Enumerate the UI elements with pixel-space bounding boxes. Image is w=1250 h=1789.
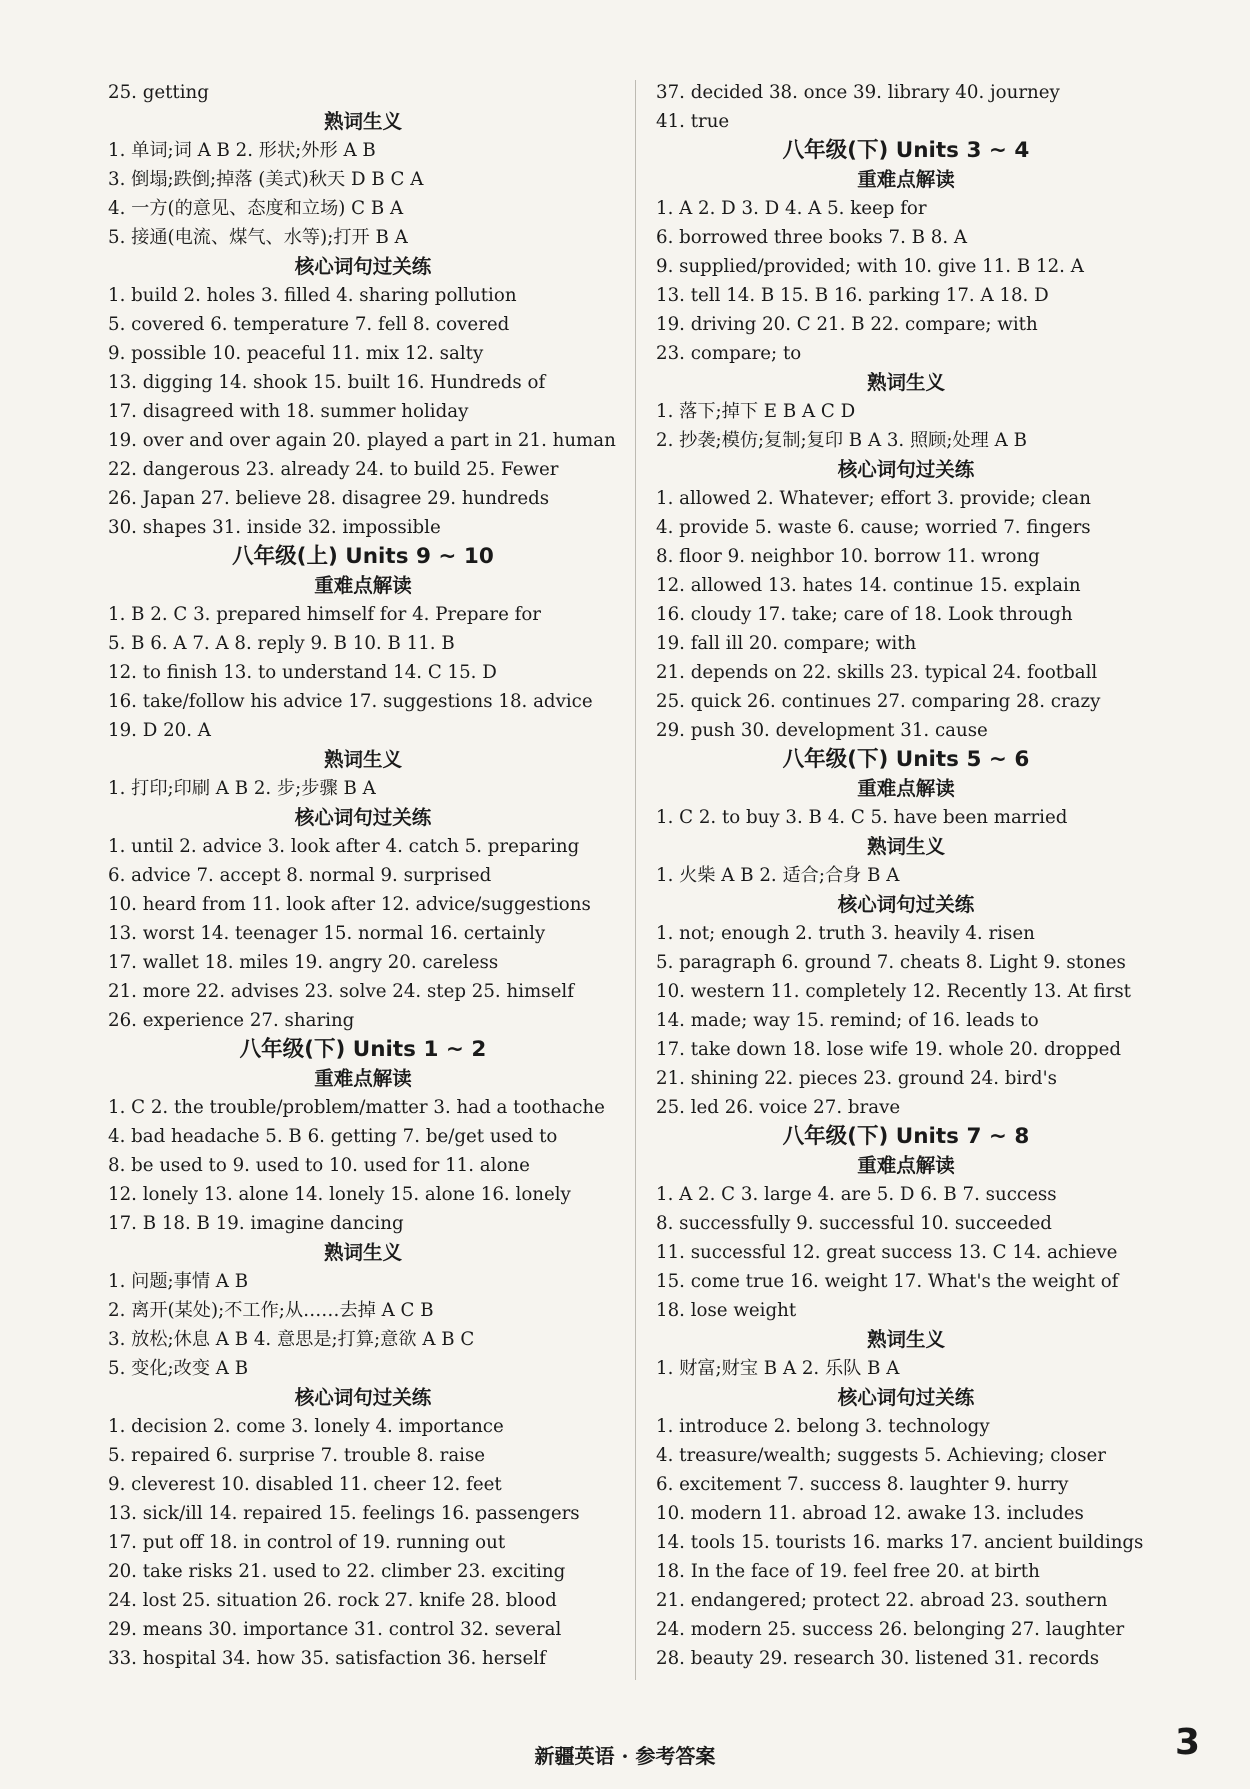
- answer-line: 18. lose weight: [656, 1300, 797, 1321]
- answer-line: 1. not; enough 2. truth 3. heavily 4. risen: [656, 923, 1035, 944]
- answer-line: 24. lost 25. situation 26. rock 27. knife 28. blood: [108, 1590, 557, 1611]
- section-heading: 熟词生义: [866, 1328, 945, 1351]
- answer-line: 4. bad headache 5. B 6. getting 7. be/get used to: [108, 1126, 558, 1147]
- unit-heading: 八年级(下) Units 5 ~ 6: [782, 747, 1030, 772]
- answer-line: 4. 一方(的意见、态度和立场) C B A: [108, 198, 404, 219]
- answer-line: 5. repaired 6. surprise 7. trouble 8. raise: [108, 1445, 486, 1466]
- answer-line: 25. quick 26. continues 27. comparing 28. crazy: [656, 691, 1101, 712]
- answer-line: 9. supplied/provided; with 10. give 11. B 12. A: [656, 256, 1084, 277]
- section-heading: 核心词句过关练: [837, 1386, 975, 1409]
- answer-line: 8. floor 9. neighbor 10. borrow 11. wrong: [656, 546, 1040, 567]
- section-heading: 重难点解读: [314, 1067, 412, 1090]
- section-heading: 熟词生义: [323, 1241, 402, 1264]
- answer-line: 1. decision 2. come 3. lonely 4. importance: [108, 1416, 504, 1437]
- answer-line: 33. hospital 34. how 35. satisfaction 36. herself: [108, 1648, 546, 1669]
- answer-line: 17. disagreed with 18. summer holiday: [108, 401, 469, 422]
- answer-line: 41. true: [656, 111, 730, 132]
- answer-line: 13. worst 14. teenager 15. normal 16. certainly: [108, 923, 546, 944]
- section-heading: 熟词生义: [323, 748, 402, 771]
- answer-line: 29. means 30. importance 31. control 32. several: [108, 1619, 562, 1640]
- answer-line: 1. 打印;印刷 A B 2. 步;步骤 B A: [108, 778, 376, 799]
- answer-line: 5. paragraph 6. ground 7. cheats 8. Light 9. stones: [656, 952, 1126, 973]
- answer-line: 17. wallet 18. miles 19. angry 20. careless: [108, 952, 499, 973]
- answer-line: 1. C 2. to buy 3. B 4. C 5. have been married: [656, 807, 1068, 828]
- answer-line: 1. 问题;事情 A B: [108, 1271, 249, 1292]
- column-divider: [635, 80, 636, 1680]
- answer-line: 21. more 22. advises 23. solve 24. step 25. himself: [108, 981, 574, 1002]
- answer-line: 13. tell 14. B 15. B 16. parking 17. A 18. D: [656, 285, 1049, 306]
- answer-line: 1. 财富;财宝 B A 2. 乐队 B A: [656, 1358, 900, 1379]
- answer-line: 16. cloudy 17. take; care of 18. Look through: [656, 604, 1073, 625]
- unit-heading: 八年级(下) Units 3 ~ 4: [782, 138, 1030, 163]
- answer-line: 1. 火柴 A B 2. 适合;合身 B A: [656, 865, 900, 886]
- section-heading: 重难点解读: [314, 574, 412, 597]
- unit-heading: 八年级(下) Units 7 ~ 8: [782, 1124, 1030, 1149]
- answer-line: 1. B 2. C 3. prepared himself for 4. Prepare for: [108, 604, 542, 625]
- section-heading: 熟词生义: [866, 835, 945, 858]
- answer-line: 22. dangerous 23. already 24. to build 25. Fewer: [108, 459, 559, 480]
- answer-line: 17. put off 18. in control of 19. running out: [108, 1532, 506, 1553]
- answer-line: 6. advice 7. accept 8. normal 9. surprised: [108, 865, 492, 886]
- answer-line: 13. digging 14. shook 15. built 16. Hundreds of: [108, 372, 546, 393]
- answer-line: 11. successful 12. great success 13. C 14. achieve: [656, 1242, 1118, 1263]
- answer-line: 25. led 26. voice 27. brave: [656, 1097, 901, 1118]
- answer-line: 12. to finish 13. to understand 14. C 15. D: [108, 662, 497, 683]
- answer-line: 6. borrowed three books 7. B 8. A: [656, 227, 968, 248]
- answer-line: 1. build 2. holes 3. filled 4. sharing pollution: [108, 285, 517, 306]
- section-heading: 核心词句过关练: [294, 1386, 432, 1409]
- answer-line: 4. treasure/wealth; suggests 5. Achieving; closer: [656, 1445, 1106, 1466]
- left-column: [108, 78, 618, 1673]
- section-heading: 重难点解读: [857, 777, 955, 800]
- answer-line: 21. depends on 22. skills 23. typical 24. football: [656, 662, 1098, 683]
- answer-line: 10. heard from 11. look after 12. advice/suggestions: [108, 894, 591, 915]
- unit-heading: 八年级(上) Units 9 ~ 10: [232, 544, 494, 569]
- answer-line: 5. 接通(电流、煤气、水等);打开 B A: [108, 227, 408, 248]
- answer-line: 10. western 11. completely 12. Recently 13. At first: [656, 981, 1131, 1002]
- answer-line: 6. excitement 7. success 8. laughter 9. hurry: [656, 1474, 1069, 1495]
- section-heading: 熟词生义: [866, 371, 945, 394]
- section-heading: 熟词生义: [323, 110, 402, 133]
- answer-line: 17. B 18. B 19. imagine dancing: [108, 1213, 404, 1234]
- answer-line: 19. driving 20. C 21. B 22. compare; with: [656, 314, 1038, 335]
- answer-line: 20. take risks 21. used to 22. climber 23. exciting: [108, 1561, 566, 1582]
- answer-line: 19. D 20. A: [108, 720, 211, 741]
- answer-line: 10. modern 11. abroad 12. awake 13. includes: [656, 1503, 1084, 1524]
- answer-line: 25. getting: [108, 82, 209, 103]
- answer-line: 26. experience 27. sharing: [108, 1010, 355, 1031]
- answer-line: 2. 抄袭;模仿;复制;复印 B A 3. 照顾;处理 A B: [656, 430, 1027, 451]
- answer-line: 3. 放松;休息 A B 4. 意思是;打算;意欲 A B C: [108, 1329, 475, 1350]
- answer-line: 19. fall ill 20. compare; with: [656, 633, 917, 654]
- answer-line: 19. over and over again 20. played a part in 21. human: [108, 430, 616, 451]
- answer-line: 18. In the face of 19. feel free 20. at birth: [656, 1561, 1040, 1582]
- answer-line: 1. allowed 2. Whatever; effort 3. provide; clean: [656, 488, 1091, 509]
- answer-line: 4. provide 5. waste 6. cause; worried 7. fingers: [656, 517, 1091, 538]
- answer-line: 21. shining 22. pieces 23. ground 24. bird's: [656, 1068, 1057, 1089]
- section-heading: 重难点解读: [857, 168, 955, 191]
- footer-title: 新疆英语 · 参考答案: [534, 1744, 716, 1768]
- answer-line: 21. endangered; protect 22. abroad 23. southern: [656, 1590, 1108, 1611]
- unit-heading: 八年级(下) Units 1 ~ 2: [239, 1037, 487, 1062]
- answer-line: 5. covered 6. temperature 7. fell 8. covered: [108, 314, 510, 335]
- answer-line: 8. successfully 9. successful 10. succeeded: [656, 1213, 1052, 1234]
- answer-line: 9. possible 10. peaceful 11. mix 12. salty: [108, 343, 484, 364]
- answer-line: 23. compare; to: [656, 343, 802, 364]
- answer-line: 17. take down 18. lose wife 19. whole 20. dropped: [656, 1039, 1122, 1060]
- section-heading: 核心词句过关练: [837, 458, 975, 481]
- answer-line: 12. lonely 13. alone 14. lonely 15. alone 16. lonely: [108, 1184, 571, 1205]
- answer-line: 1. C 2. the trouble/problem/matter 3. had a toothache: [108, 1097, 605, 1118]
- answer-line: 1. 落下;掉下 E B A C D: [656, 401, 856, 422]
- answer-line: 3. 倒塌;跌倒;掉落 (美式)秋天 D B C A: [108, 169, 424, 190]
- answer-line: 13. sick/ill 14. repaired 15. feelings 16. passengers: [108, 1503, 580, 1524]
- answer-line: 37. decided 38. once 39. library 40. journey: [656, 82, 1060, 103]
- answer-line: 8. be used to 9. used to 10. used for 11. alone: [108, 1155, 530, 1176]
- section-heading: 核心词句过关练: [294, 255, 432, 278]
- answer-line: 15. come true 16. weight 17. What's the weight of: [656, 1271, 1119, 1292]
- section-heading: 重难点解读: [857, 1154, 955, 1177]
- answer-line: 24. modern 25. success 26. belonging 27. laughter: [656, 1619, 1125, 1640]
- answer-line: 9. cleverest 10. disabled 11. cheer 12. feet: [108, 1474, 502, 1495]
- answer-line: 26. Japan 27. believe 28. disagree 29. hundreds: [108, 488, 550, 509]
- answer-line: 5. B 6. A 7. A 8. reply 9. B 10. B 11. B: [108, 633, 455, 654]
- answer-line: 12. allowed 13. hates 14. continue 15. explain: [656, 575, 1081, 596]
- page-number: 3: [1175, 1722, 1201, 1763]
- answer-line: 1. introduce 2. belong 3. technology: [656, 1416, 990, 1437]
- answer-line: 16. take/follow his advice 17. suggestions 18. advice: [108, 691, 593, 712]
- answer-line: 14. made; way 15. remind; of 16. leads to: [656, 1010, 1039, 1031]
- answer-line: 14. tools 15. tourists 16. marks 17. ancient buildings: [656, 1532, 1144, 1553]
- answer-line: 5. 变化;改变 A B: [108, 1358, 249, 1379]
- answer-line: 2. 离开(某处);不工作;从……去掉 A C B: [108, 1300, 434, 1321]
- answer-line: 28. beauty 29. research 30. listened 31. records: [656, 1648, 1100, 1669]
- section-heading: 核心词句过关练: [294, 806, 432, 829]
- section-heading: 核心词句过关练: [837, 893, 975, 916]
- right-column: [656, 78, 1156, 1673]
- answer-line: 1. A 2. D 3. D 4. A 5. keep for: [656, 198, 927, 219]
- answer-line: 1. A 2. C 3. large 4. are 5. D 6. B 7. success: [656, 1184, 1057, 1205]
- answer-line: 1. 单词;词 A B 2. 形状;外形 A B: [108, 140, 376, 161]
- answer-line: 1. until 2. advice 3. look after 4. catch 5. preparing: [108, 836, 580, 857]
- answer-line: 30. shapes 31. inside 32. impossible: [108, 517, 441, 538]
- answer-line: 29. push 30. development 31. cause: [656, 720, 988, 741]
